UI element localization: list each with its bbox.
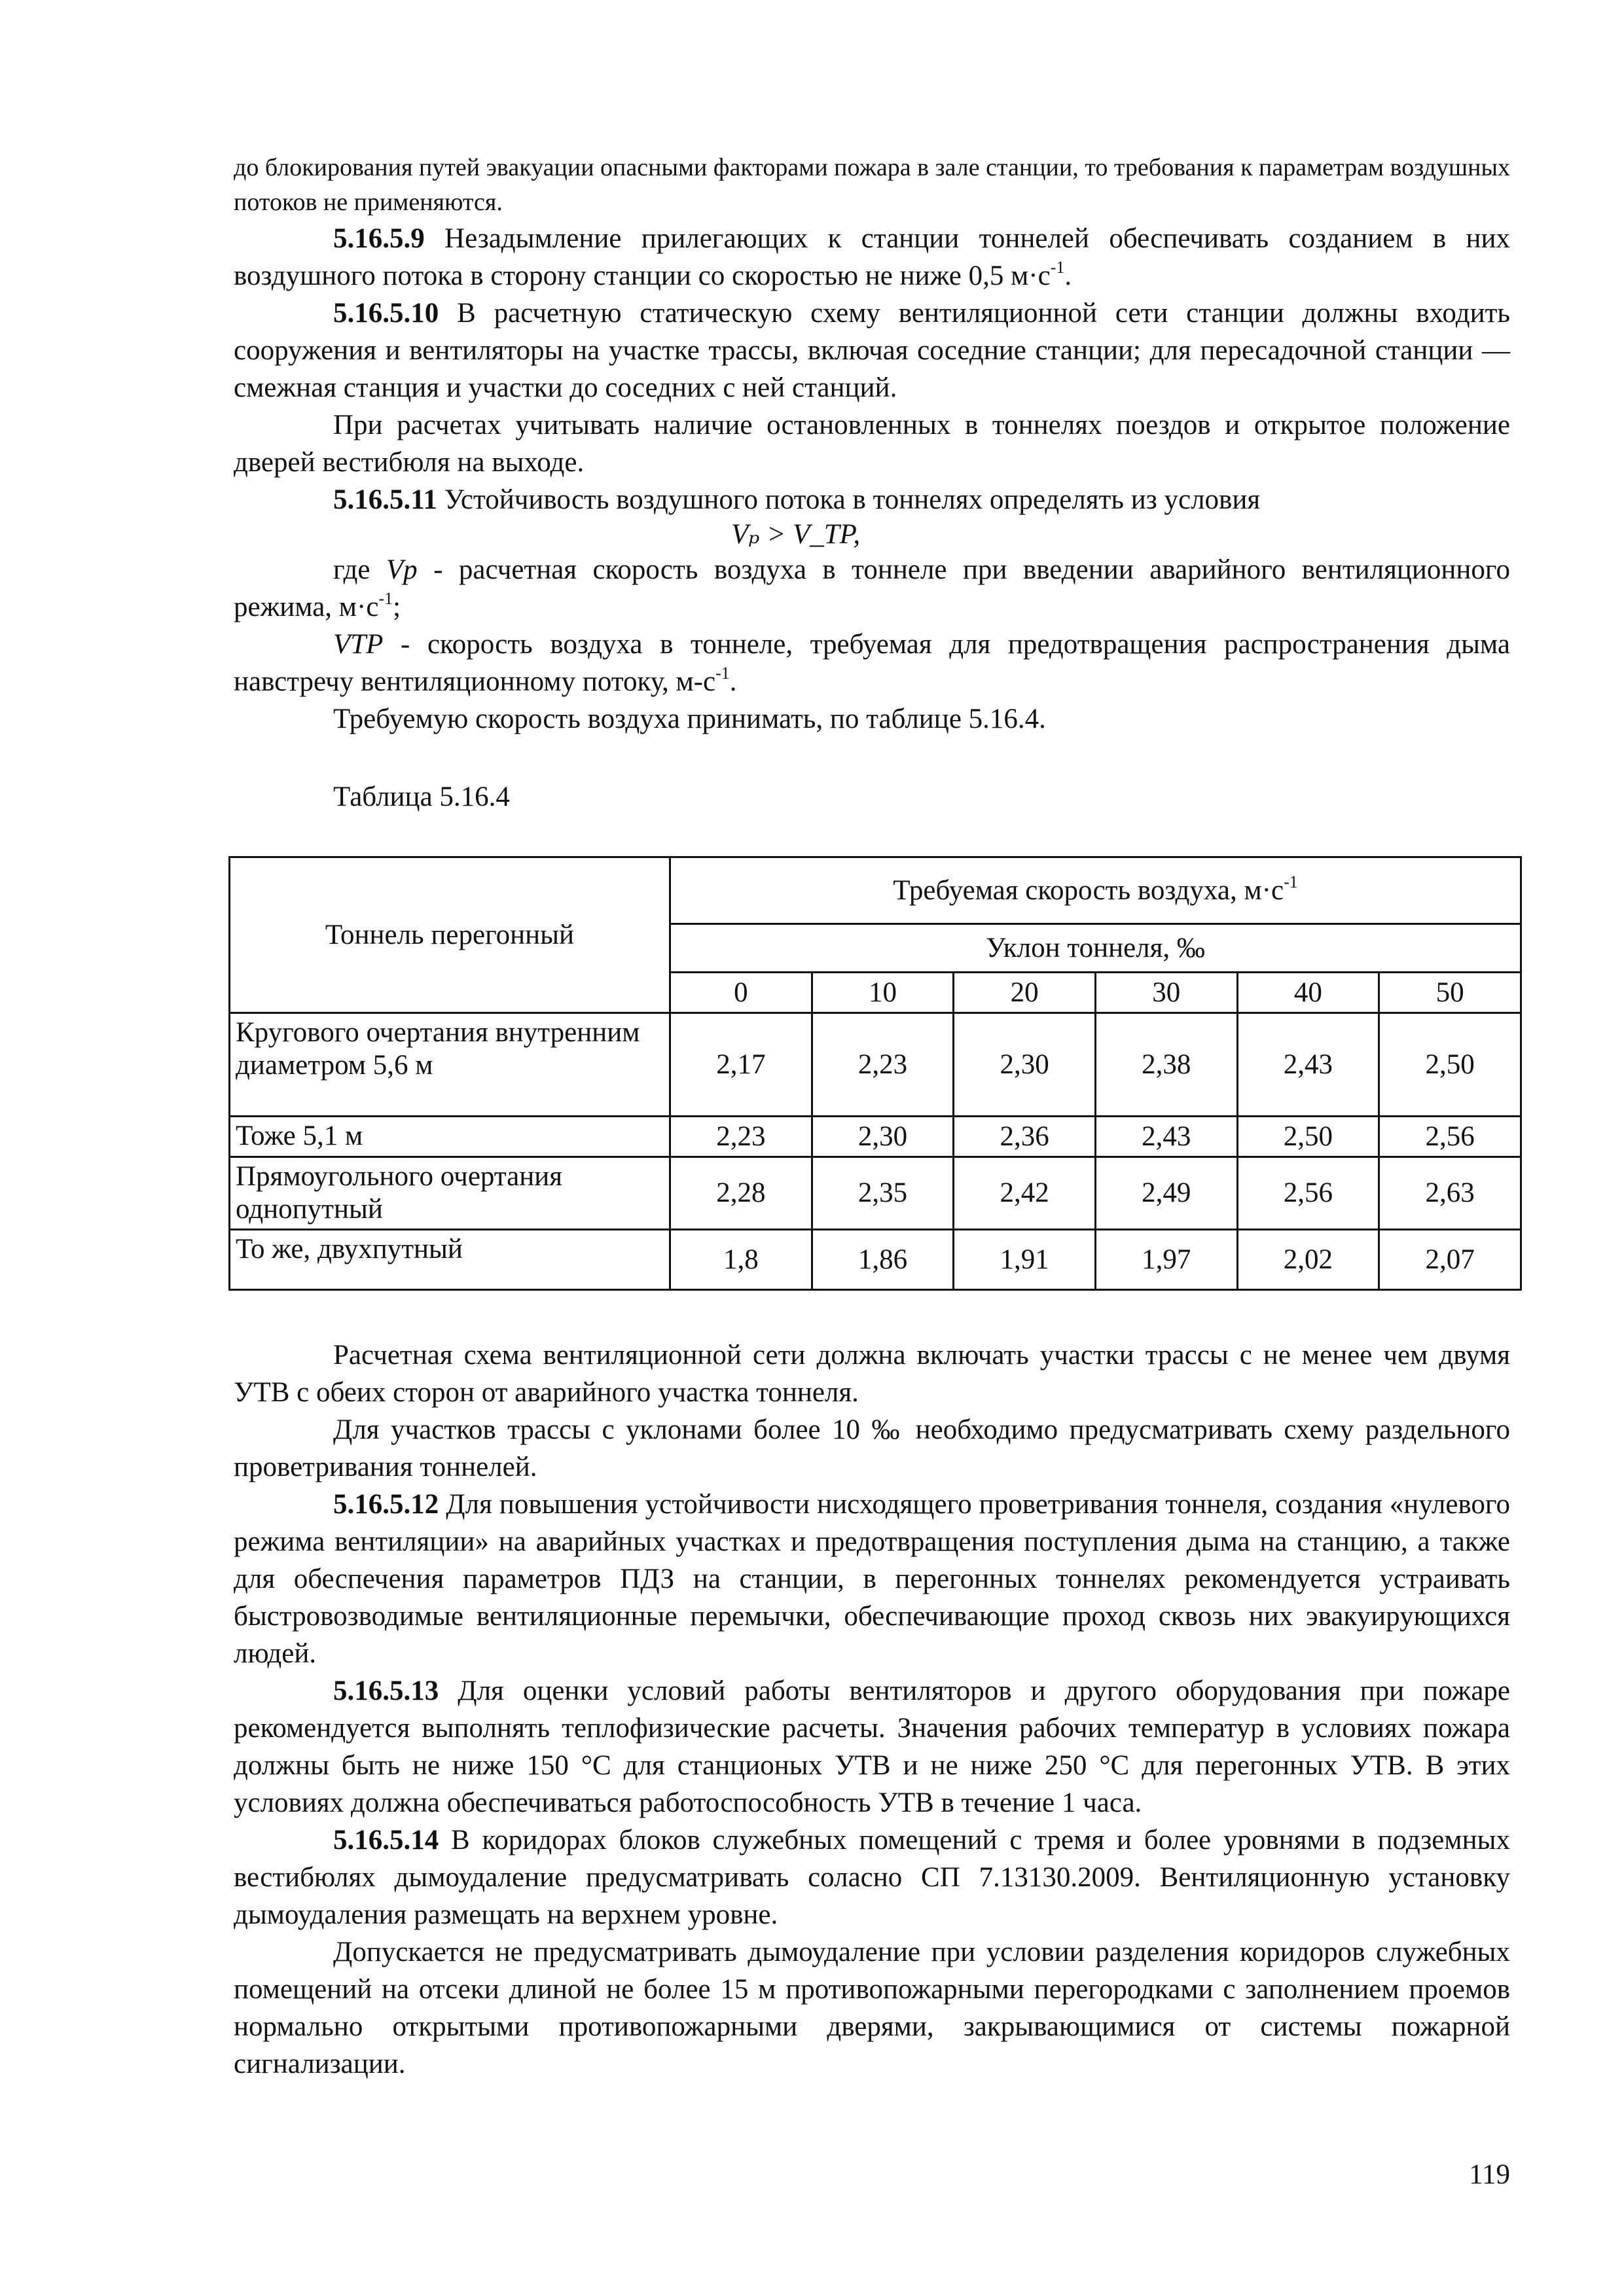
table-row <box>230 1157 1521 1230</box>
value-cell: 2,38 <box>1095 1013 1237 1117</box>
clause-5-16-5-13 <box>234 1672 1510 1821</box>
value-cell: 1,91 <box>954 1230 1096 1290</box>
value-cell: 2,56 <box>1237 1157 1379 1230</box>
value-cell: 2,17 <box>670 1013 812 1117</box>
row-label: То же, двухпутный <box>230 1230 670 1290</box>
clause-number: 5.16.5.9 <box>333 223 425 254</box>
definition-vp <box>234 551 1510 626</box>
table-row <box>230 1230 1521 1290</box>
variable: VTP <box>333 629 384 660</box>
value-cell: 2,43 <box>1095 1117 1237 1157</box>
clause-text: В расчетную статическую схему вентиляционной сети станции должны входить сооружения и вентиляторы на участке трассы, включая соседние станции; для пересадочной станции — смежная станция и участки до соседних с ней станций. <box>234 298 1510 403</box>
value-cell: 1,8 <box>670 1230 812 1290</box>
slope-cell: 50 <box>1379 973 1521 1013</box>
clause-text: В коридорах блоков служебных помещений с тремя и более уровнями в подземных вестибюлях дымоудаление предусматривать соласно СП 7.13130.2009. Вентиляционную установку дымоудаления размещать на верхнем уровне. <box>234 1825 1510 1930</box>
table-row <box>230 1117 1521 1157</box>
value-cell: 2,30 <box>812 1117 954 1157</box>
paragraph-slopes: Для участков трассы с уклонами более 10 ‰ необходимо предусматривать схему раздельного проветривания тоннелей. <box>234 1414 1510 1482</box>
row-label: Прямоугольного очертания однопутный <box>230 1157 670 1230</box>
clause-5-16-5-11 <box>234 481 1510 518</box>
value-cell: 2,49 <box>1095 1157 1237 1230</box>
slope-cell: 30 <box>1095 973 1237 1013</box>
slope-cell: 40 <box>1237 973 1379 1013</box>
clause-number: 5.16.5.11 <box>333 484 437 515</box>
superscript: -1 <box>378 589 393 608</box>
clause-number: 5.16.5.12 <box>333 1489 439 1520</box>
superscript: -1 <box>715 664 730 683</box>
text: где <box>333 554 386 585</box>
paragraph-allowed: Допускается не предусматривать дымоудаление при условии разделения коридоров служебных помещений на отсеки длиной не более 15 м противопожарными перегородками с заполнением проемов нормально открытыми противопожарными дверями, закрывающимися от системы пожарной сигнализации. <box>234 1937 1510 2079</box>
clause-text: Для повышения устойчивости нисходящего проветривания тоннеля, создания «нулевого режима вентиляции» на аварийных участках и предотвращения поступления дыма на станцию, а также для обеспечения параметров ПДЗ на станции, в перегонных тоннелях рекомендуется устраивать быстровозводимые вентиляционные перемычки, обеспечивающие проход сквозь них эвакуирующихся людей. <box>234 1489 1510 1669</box>
value-cell: 2,07 <box>1379 1230 1521 1290</box>
row-label: Тоже 5,1 м <box>230 1117 670 1157</box>
clause-number: 5.16.5.13 <box>333 1676 439 1706</box>
superscript: -1 <box>1050 258 1065 277</box>
paragraph-scheme: Расчетная схема вентиляционной сети должна включать участки трассы с не менее чем двумя УТВ с обеих сторон от аварийного участка тоннеля. <box>234 1340 1510 1408</box>
value-cell: 2,43 <box>1237 1013 1379 1117</box>
value-cell: 2,50 <box>1379 1013 1521 1117</box>
value-cell: 2,28 <box>670 1157 812 1230</box>
formula: Vₚ > V_TP, <box>731 519 861 550</box>
paragraph-continuation: до блокирования путей эвакуации опасными факторами пожара в зале станции, то требования к параметрам воздушных потоков не применяются. <box>234 154 1510 216</box>
value-cell: 2,56 <box>1379 1117 1521 1157</box>
value-cell: 2,50 <box>1237 1117 1379 1157</box>
document-page <box>234 151 1510 2083</box>
value-cell: 2,36 <box>954 1117 1096 1157</box>
value-cell: 1,86 <box>812 1230 954 1290</box>
text: - расчетная скорость воздуха в тоннеле при введении аварийного вентиляционного режима, м·с <box>234 554 1510 622</box>
value-cell: 2,35 <box>812 1157 954 1230</box>
clause-end: . <box>1064 260 1072 291</box>
value-cell: 2,23 <box>670 1117 812 1157</box>
value-cell: 2,23 <box>812 1013 954 1117</box>
definition-vtp <box>234 626 1510 700</box>
clause-5-16-5-9 <box>234 220 1510 295</box>
text: . <box>729 666 737 697</box>
value-cell: 2,42 <box>954 1157 1096 1230</box>
speed-header-cell: Требуемая скорость воздуха, $м\cdot с^{-1}$ <box>670 857 1521 924</box>
value-cell: 2,30 <box>954 1013 1096 1117</box>
text: ; <box>393 592 401 622</box>
slope-cell: 10 <box>812 973 954 1013</box>
clause-text: Устойчивость воздушного потока в тоннелях определять из условия <box>437 484 1261 515</box>
table-caption: Таблица 5.16.4 <box>333 781 510 812</box>
value-cell: 2,02 <box>1237 1230 1379 1290</box>
value-cell: 2,63 <box>1379 1157 1521 1230</box>
value-cell: 1,97 <box>1095 1230 1237 1290</box>
clause-text: Незадымление прилегающих к станции тоннелей обеспечивать созданием в них воздушного потока в сторону станции со скоростью не ниже 0,5 м·с <box>234 223 1510 291</box>
variable: Vp <box>386 554 418 585</box>
page-number: 119 <box>1469 2159 1510 2190</box>
paragraph-table-ref: Требуемую скорость воздуха принимать, по таблице 5.16.4. <box>333 704 1046 734</box>
clause-5-16-5-12 <box>234 1486 1510 1672</box>
row-header-cell: Тоннель перегонный <box>230 857 670 1013</box>
text: - скорость воздуха в тоннеле, требуемая для предотвращения распространения дыма навстречу вентиляционному потоку, м-с <box>234 629 1510 697</box>
slope-cell: 20 <box>954 973 1096 1013</box>
clause-text: Для оценки условий работы вентиляторов и другого оборудования при пожаре рекомендуется выполнять теплофизические расчеты. Значения рабочих температур в условиях пожара должны быть не ниже 150 °С для станционых УТВ и не ниже 250 °С для перегонных УТВ. В этих условиях должна обеспечиваться работоспособность УТВ в течение 1 часа. <box>234 1676 1510 1818</box>
clause-5-16-5-10 <box>234 295 1510 406</box>
clause-number: 5.16.5.10 <box>333 298 439 329</box>
clause-number: 5.16.5.14 <box>333 1825 439 1856</box>
clause-5-16-5-14 <box>234 1821 1510 1933</box>
paragraph-calculations: При расчетах учитывать наличие остановленных в тоннелях поездов и открытое положение дверей вестибюля на выходе. <box>234 410 1510 478</box>
speed-table <box>228 856 1522 1291</box>
table-row <box>230 1013 1521 1117</box>
row-label: Кругового очертания внутренним диаметром 5,6 м <box>230 1013 670 1117</box>
slope-cell: 0 <box>670 973 812 1013</box>
slope-header-cell: Уклон тоннеля, ‰ <box>670 924 1521 973</box>
